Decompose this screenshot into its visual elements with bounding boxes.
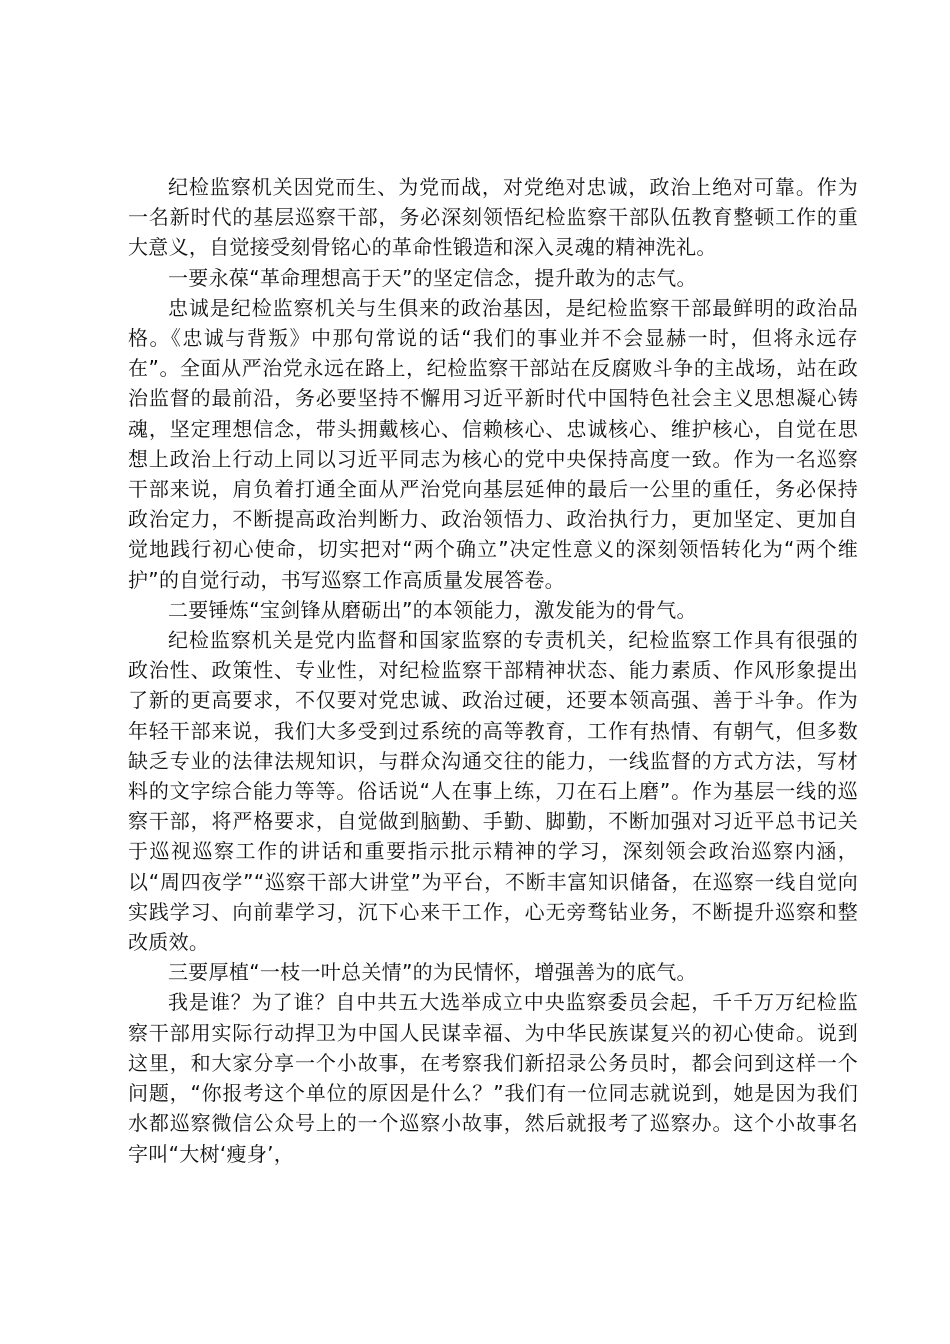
section-heading-1: 一要永葆“革命理想高于天”的坚定信念，提升敢为的志气。 <box>168 265 697 290</box>
document-body <box>128 172 858 1169</box>
paragraph-loyalty: 忠诚是纪检监察机关与生俱来的政治基因，是纪检监察干部最鲜明的政治品格。《忠诚与背叛》中那句常说的话“我们的事业并不会显赫一时，但将永远存在”。全面从严治党永远在路上，纪检监察干部站在反腐败斗争的主战场，站在政治监督的最前沿，务必要坚持不懈用习近平新时代中国特色社会主义思想凝心铸魂，坚定理想信念，带头拥戴核心、信赖核心、忠诚核心、维护核心，自觉在思想上政治上行动上同以习近平同志为核心的党中央保持高度一致。作为一名巡察干部来说，肩负着打通全面从严治党向基层延伸的最后一公里的重任，务必保持政治定力，不断提高政治判断力、政治领悟力、政治执行力，更加坚定、更加自觉地践行初心使命，切实把对“两个确立”决定性意义的深刻领悟转化为“两个维护”的自觉行动，书写巡察工作高质量发展答卷。 <box>128 295 858 592</box>
section-heading-3: 三要厚植“一枝一叶总关情”的为民情怀，增强善为的底气。 <box>168 960 697 985</box>
section-heading-2: 二要锤炼“宝剑锋从磨砺出”的本领能力，激发能为的骨气。 <box>168 597 697 622</box>
paragraph-people: 我是谁？为了谁？自中共五大选举成立中央监察委员会起，千千万万纪检监察干部用实际行动捍卫为中国人民谋幸福、为中华民族谋复兴的初心使命。说到这里，和大家分享一个小故事，在考察我们新招录公务员时，都会问到这样一个问题，“你报考这个单位的原因是什么？”我们有一位同志就说到，她是因为我们水都巡察微信公众号上的一个巡察小故事，然后就报考了巡察办。这个小故事名字叫“大树‘瘦身’， <box>128 990 858 1166</box>
paragraph-intro: 纪检监察机关因党而生、为党而战，对党绝对忠诚，政治上绝对可靠。作为一名新时代的基层巡察干部，务必深刻领悟纪检监察干部队伍教育整顿工作的重大意义，自觉接受刻骨铭心的革命性锻造和深入灵魂的精神洗礼。 <box>128 175 858 260</box>
paragraph-ability: 纪检监察机关是党内监督和国家监察的专责机关，纪检监察工作具有很强的政治性、政策性、专业性，对纪检监察干部精神状态、能力素质、作风形象提出了新的更高要求，不仅要对党忠诚、政治过硬，还要本领高强、善于斗争。作为年轻干部来说，我们大多受到过系统的高等教育，工作有热情、有朝气，但多数缺乏专业的法律法规知识，与群众沟通交往的能力，一线监督的方式方法，写材料的文字综合能力等等。俗话说“人在事上练，刀在石上磨”。作为基层一线的巡察干部，将严格要求，自觉做到脑勤、手勤、脚勤，不断加强对习近平总书记关于巡视巡察工作的讲话和重要指示批示精神的学习，深刻领会政治巡察内涵，以“周四夜学”“巡察干部大讲堂”为平台，不断丰富知识储备，在巡察一线自觉向实践学习、向前辈学习，沉下心来干工作，心无旁骛钻业务，不断提升巡察和整改质效。 <box>128 628 858 955</box>
